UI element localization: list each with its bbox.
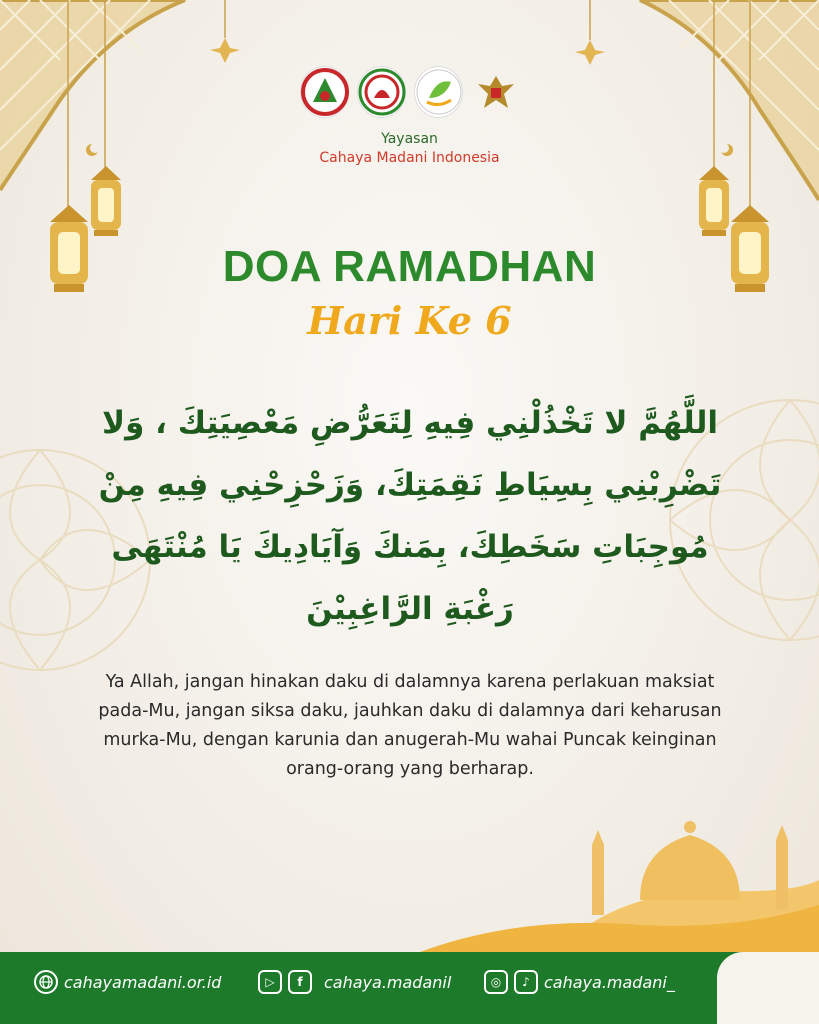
organization-name: Cahaya Madani Indonesia — [319, 150, 500, 166]
cahaya-madani-logo — [300, 66, 349, 118]
page-title: DOA RAMADHAN — [222, 242, 597, 291]
baznas-garuda-logo — [471, 66, 520, 118]
madani-emblem-logo — [357, 66, 406, 118]
lantern-left-small — [91, 166, 121, 236]
instagram-icon: ◎ — [484, 970, 508, 994]
footer-website[interactable] — [34, 970, 221, 994]
globe-icon — [34, 970, 58, 994]
website-text: cahayamadani.or.id — [64, 972, 222, 992]
partner-logos — [300, 60, 520, 124]
instagram-tiktok-handle: cahaya.madani_ — [544, 972, 675, 992]
youtube-facebook-handle: cahaya.madanil — [324, 972, 452, 992]
page-subtitle: Hari Ke 6 — [307, 298, 512, 343]
organization-label: Yayasan — [381, 131, 438, 147]
arabic-prayer-text: اللَّهُمَّ لا تَخْذُلْنِي فِيهِ لِتَعَرُّضِ مَعْصِيَتِكَ ، وَلا تَضْرِبْنِي بِسِيَاطِ نَقِمَتِكَ، وَزَحْزِحْنِي فِيهِ مِنْ مُوجِبَاتِ سَخَطِكَ، بِمَنكَ وَآيَادِيكَ يَا مُنْتَهَى رَغْبَةِ الرَّاغِبِيْنَ — [98, 405, 722, 627]
prayer-translation: Ya Allah, jangan hinakan daku di dalamnya karena perlakuan maksiat pada-Mu, jangan siksa daku, jauhkan daku di dalamnya dari keharusan murka-Mu, dengan karunia dan anugerah-Mu wahai Puncak keinginan orang-orang yang berharap. — [98, 672, 722, 779]
footer-notch — [717, 952, 819, 1024]
partner-leaf-logo — [414, 66, 463, 118]
arch-lattice-right — [640, 0, 819, 200]
footer-instagram-tiktok[interactable] — [484, 970, 675, 994]
footer-youtube-facebook[interactable] — [258, 970, 451, 994]
tiktok-icon: ♪ — [514, 970, 538, 994]
facebook-icon: f — [288, 970, 312, 994]
mosque-silhouette — [420, 821, 819, 952]
lantern-right-small — [699, 166, 729, 236]
youtube-icon: ▷ — [258, 970, 282, 994]
